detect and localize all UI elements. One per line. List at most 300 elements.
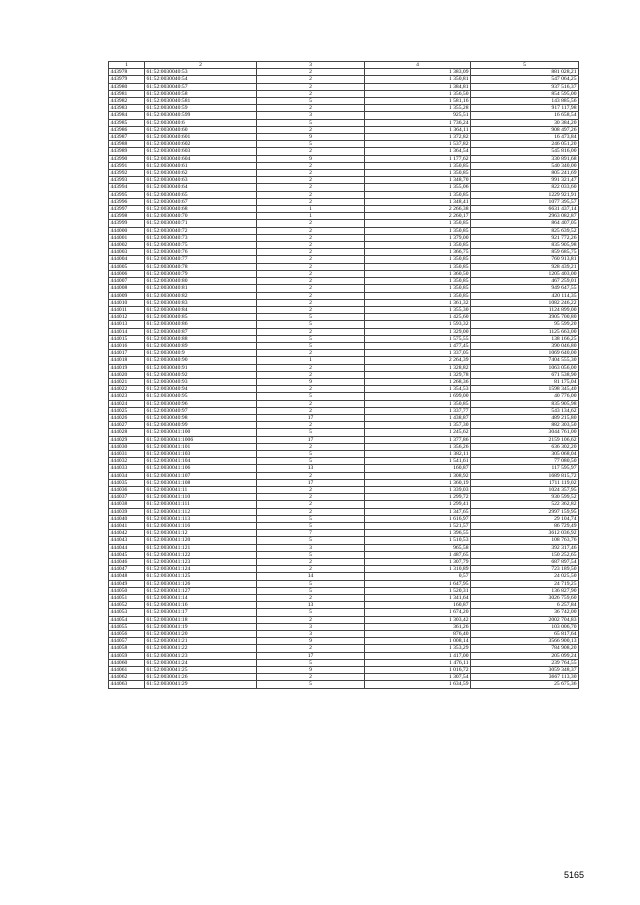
row-number-cell: 444037 (109, 494, 145, 501)
cadastral-value-cell: 522 362,82 (471, 501, 579, 508)
table-header (109, 62, 579, 69)
table-row (109, 234, 579, 241)
cadastral-value-cell: 723 189,50 (471, 566, 579, 573)
cadastral-value-cell: 1711 119,02 (471, 479, 579, 486)
row-number-cell: 444005 (109, 263, 145, 270)
cadastral-value-cell: 937 516,37 (471, 83, 579, 90)
table-body (109, 69, 579, 688)
page-number: 5165 (563, 870, 584, 880)
cadastral-value-cell: 949 647,55 (471, 285, 579, 292)
specific-value-cell: 876,40 (365, 631, 471, 638)
specific-value-cell: 1 350,85 (365, 220, 471, 227)
type-code-cell: 5 (257, 141, 365, 148)
cadastral-value-cell: 305 068,04 (471, 450, 579, 457)
cadastral-number-cell: 61:52:0030041:101 (145, 443, 257, 450)
row-number-cell: 443991 (109, 162, 145, 169)
cadastral-value-cell: 1689 815,72 (471, 472, 579, 479)
cadastral-value-cell: 420 114,35 (471, 292, 579, 299)
type-code-cell: 2 (257, 170, 365, 177)
cadastral-value-cell: 854 595,00 (471, 90, 579, 97)
specific-value-cell: 1 350,81 (365, 76, 471, 83)
type-code-cell: 2 (257, 422, 365, 429)
table-row (109, 659, 579, 666)
cadastral-number-cell: 61:52:0030041:116 (145, 523, 257, 530)
cadastral-number-cell: 61:52:0030041:16 (145, 602, 257, 609)
cadastral-value-cell: 2963 082,87 (471, 213, 579, 220)
table-row (109, 587, 579, 594)
row-number-cell: 444000 (109, 227, 145, 234)
type-code-cell: 2 (257, 256, 365, 263)
table-row (109, 638, 579, 645)
row-number-cell: 444035 (109, 479, 145, 486)
cadastral-value-cell: 29 104,74 (471, 515, 579, 522)
specific-value-cell: 1 008,14 (365, 638, 471, 645)
table-row (109, 83, 579, 90)
row-number-cell: 443989 (109, 148, 145, 155)
row-number-cell: 444038 (109, 501, 145, 508)
cadastral-value-cell: 2997 159,95 (471, 508, 579, 515)
type-code-cell: 2 (257, 595, 365, 602)
table-row (109, 414, 579, 421)
row-number-cell: 444021 (109, 378, 145, 385)
specific-value-cell: 1 384,81 (365, 83, 471, 90)
row-number-cell: 444017 (109, 350, 145, 357)
table-row (109, 566, 579, 573)
row-number-cell: 444031 (109, 450, 145, 457)
specific-value-cell: 1 303,42 (365, 616, 471, 623)
table-row (109, 580, 579, 587)
table-row (109, 76, 579, 83)
specific-value-cell: 1 674,20 (365, 609, 471, 616)
table-row (109, 112, 579, 119)
cadastral-number-cell: 61:52:0030041:19 (145, 623, 257, 630)
cadastral-number-cell: 61:52:0030040:89 (145, 342, 257, 349)
table-row (109, 206, 579, 213)
cadastral-number-cell: 61:52:0030040:92 (145, 371, 257, 378)
row-number-cell: 444002 (109, 242, 145, 249)
specific-value-cell: 1 016,72 (365, 667, 471, 674)
cadastral-number-cell: 61:52:0030040:62 (145, 170, 257, 177)
cadastral-value-cell: 138 166,25 (471, 335, 579, 342)
cadastral-number-cell: 61:52:0030041:125 (145, 573, 257, 580)
table-row (109, 501, 579, 508)
table-row (109, 429, 579, 436)
specific-value-cell: 1 510,53 (365, 537, 471, 544)
table-row (109, 350, 579, 357)
type-code-cell: 2 (257, 177, 365, 184)
cadastral-number-cell: 61:52:0030040:602 (145, 141, 257, 148)
specific-value-cell: 160,87 (365, 465, 471, 472)
specific-value-cell: 1 616,97 (365, 515, 471, 522)
row-number-cell: 443988 (109, 141, 145, 148)
header-row (109, 62, 579, 69)
table-row (109, 177, 579, 184)
cadastral-number-cell: 61:52:0030041:25 (145, 667, 257, 674)
specific-value-cell: 1 647,95 (365, 580, 471, 587)
row-number-cell: 444042 (109, 530, 145, 537)
cadastral-value-cell: 36 742,00 (471, 609, 579, 616)
cadastral-number-cell: 61:52:0030041:11 (145, 486, 257, 493)
type-code-cell: 5 (257, 119, 365, 126)
specific-value-cell: 1 347,65 (365, 508, 471, 515)
type-code-cell: 17 (257, 479, 365, 486)
type-code-cell: 2 (257, 83, 365, 90)
cadastral-value-cell: 25 675,36 (471, 681, 579, 688)
cadastral-value-cell: 108 763,76 (471, 537, 579, 544)
specific-value-cell: 1 487,65 (365, 551, 471, 558)
table-row (109, 321, 579, 328)
type-code-cell: 5 (257, 314, 365, 321)
row-number-cell: 443998 (109, 213, 145, 220)
table-row (109, 170, 579, 177)
specific-value-cell: 1 299,72 (365, 494, 471, 501)
type-code-cell: 9 (257, 378, 365, 385)
column-header-3: 3 (257, 62, 365, 69)
specific-value-cell: 2 266,38 (365, 206, 471, 213)
cadastral-number-cell: 61:52:0030041:104 (145, 458, 257, 465)
row-number-cell: 443993 (109, 177, 145, 184)
table-row (109, 328, 579, 335)
type-code-cell: 17 (257, 652, 365, 659)
specific-value-cell: 1 361,32 (365, 299, 471, 306)
type-code-cell: 2 (257, 559, 365, 566)
cadastral-value-cell: 77 080,50 (471, 458, 579, 465)
cadastral-number-cell: 61:52:0030040:67 (145, 198, 257, 205)
cadastral-value-cell: 3026 759,60 (471, 595, 579, 602)
row-number-cell: 444053 (109, 609, 145, 616)
type-code-cell: 2 (257, 306, 365, 313)
cadastral-number-cell: 61:52:0030040:581 (145, 98, 257, 105)
row-number-cell: 444047 (109, 566, 145, 573)
cadastral-value-cell: 40 776,00 (471, 393, 579, 400)
table-row (109, 407, 579, 414)
cadastral-number-cell: 61:52:0030040:6 (145, 119, 257, 126)
cadastral-value-cell: 65 817,64 (471, 631, 579, 638)
specific-value-cell: 1 354,53 (365, 386, 471, 393)
specific-value-cell: 1 350,85 (365, 162, 471, 169)
type-code-cell: 5 (257, 537, 365, 544)
cadastral-value-cell: 95 599,20 (471, 321, 579, 328)
type-code-cell: 5 (257, 609, 365, 616)
table-row (109, 184, 579, 191)
row-number-cell: 444050 (109, 587, 145, 594)
type-code-cell: 1 (257, 206, 365, 213)
cadastral-value-cell: 881 028,21 (471, 69, 579, 76)
cadastral-number-cell: 61:52:0030041:23 (145, 652, 257, 659)
row-number-cell: 444011 (109, 306, 145, 313)
cadastral-value-cell: 3612 036,92 (471, 530, 579, 537)
type-code-cell: 2 (257, 227, 365, 234)
specific-value-cell: 1 581,16 (365, 98, 471, 105)
specific-value-cell: 1 575,55 (365, 335, 471, 342)
type-code-cell: 5 (257, 335, 365, 342)
cadastral-value-cell: 136 827,90 (471, 587, 579, 594)
type-code-cell: 2 (257, 249, 365, 256)
cadastral-value-cell: 822 033,60 (471, 184, 579, 191)
row-number-cell: 443990 (109, 155, 145, 162)
table-row (109, 523, 579, 530)
table-row (109, 227, 579, 234)
cadastral-number-cell: 61:52:0030040:78 (145, 263, 257, 270)
specific-value-cell: 1 339,03 (365, 486, 471, 493)
cadastral-value-cell: 1082 246,22 (471, 299, 579, 306)
cadastral-number-cell: 61:52:0030040:86 (145, 321, 257, 328)
specific-value-cell: 1 356,50 (365, 90, 471, 97)
row-number-cell: 444034 (109, 472, 145, 479)
type-code-cell: 5 (257, 98, 365, 105)
specific-value-cell: 1 245,62 (365, 429, 471, 436)
type-code-cell: 2 (257, 191, 365, 198)
row-number-cell: 444058 (109, 645, 145, 652)
type-code-cell: 13 (257, 465, 365, 472)
cadastral-number-cell: 61:52:0030040:98 (145, 414, 257, 421)
specific-value-cell: 1 356,26 (365, 443, 471, 450)
specific-value-cell: 1 350,85 (365, 191, 471, 198)
row-number-cell: 444041 (109, 523, 145, 530)
specific-value-cell: 1 521,57 (365, 523, 471, 530)
table-row (109, 616, 579, 623)
table-row (109, 105, 579, 112)
cadastral-value-cell: 1598 345,40 (471, 386, 579, 393)
row-number-cell: 444023 (109, 393, 145, 400)
type-code-cell: 7 (257, 530, 365, 537)
table-row (109, 494, 579, 501)
cadastral-value-cell: 2159 106,62 (471, 436, 579, 443)
row-number-cell: 444032 (109, 458, 145, 465)
cadastral-number-cell: 61:52:0030040:91 (145, 364, 257, 371)
row-number-cell: 444045 (109, 551, 145, 558)
type-code-cell: 2 (257, 90, 365, 97)
table-row (109, 314, 579, 321)
table-row (109, 573, 579, 580)
cadastral-number-cell: 61:52:0030040:99 (145, 422, 257, 429)
type-code-cell: 2 (257, 674, 365, 681)
row-number-cell: 443999 (109, 220, 145, 227)
cadastral-value-cell: 86 729,49 (471, 523, 579, 530)
table-row (109, 242, 579, 249)
cadastral-value-cell: 103 006,70 (471, 623, 579, 630)
specific-value-cell: 361,26 (365, 623, 471, 630)
cadastral-value-cell: 859 685,75 (471, 249, 579, 256)
type-code-cell: 2 (257, 443, 365, 450)
table-row (109, 378, 579, 385)
cadastral-value-cell: 6631 437,14 (471, 206, 579, 213)
type-code-cell: 2 (257, 501, 365, 508)
type-code-cell: 2 (257, 486, 365, 493)
row-number-cell: 444028 (109, 429, 145, 436)
type-code-cell: 2 (257, 386, 365, 393)
type-code-cell: 5 (257, 342, 365, 349)
cadastral-number-cell: 61:52:0030040:59 (145, 105, 257, 112)
specific-value-cell: 1 383,09 (365, 69, 471, 76)
type-code-cell: 2 (257, 494, 365, 501)
specific-value-cell: 1 425,60 (365, 314, 471, 321)
type-code-cell: 1 (257, 357, 365, 364)
specific-value-cell: 1 372,82 (365, 134, 471, 141)
cadastral-number-cell: 61:52:0030040:79 (145, 270, 257, 277)
type-code-cell: 17 (257, 436, 365, 443)
type-code-cell: 5 (257, 659, 365, 666)
type-code-cell: 5 (257, 681, 365, 688)
specific-value-cell: 1 699,00 (365, 393, 471, 400)
table-row (109, 537, 579, 544)
type-code-cell: 2 (257, 263, 365, 270)
table-row (109, 645, 579, 652)
cadastral-value-cell: 3566 900,13 (471, 638, 579, 645)
specific-value-cell: 1 396,55 (365, 530, 471, 537)
row-number-cell: 444020 (109, 371, 145, 378)
table-row (109, 278, 579, 285)
table-row (109, 299, 579, 306)
type-code-cell: 9 (257, 638, 365, 645)
table-row (109, 342, 579, 349)
cadastral-number-cell: 61:52:0030041:14 (145, 595, 257, 602)
cadastral-value-cell: 7404 555,30 (471, 357, 579, 364)
table-row (109, 631, 579, 638)
specific-value-cell: 1 350,85 (365, 256, 471, 263)
type-code-cell: 2 (257, 270, 365, 277)
table-row (109, 559, 579, 566)
table-row (109, 530, 579, 537)
row-number-cell: 443992 (109, 170, 145, 177)
row-number-cell: 443997 (109, 206, 145, 213)
cadastral-number-cell: 61:52:0030040:53 (145, 69, 257, 76)
type-code-cell: 2 (257, 508, 365, 515)
cadastral-number-cell: 61:52:0030041:121 (145, 544, 257, 551)
specific-value-cell: 1 438,87 (365, 414, 471, 421)
table-row (109, 400, 579, 407)
cadastral-number-cell: 61:52:0030040:604 (145, 155, 257, 162)
row-number-cell: 444003 (109, 249, 145, 256)
cadastral-value-cell: 908 497,26 (471, 126, 579, 133)
cadastral-number-cell: 61:52:0030041:26 (145, 674, 257, 681)
specific-value-cell: 1 268,36 (365, 378, 471, 385)
row-number-cell: 444048 (109, 573, 145, 580)
type-code-cell: 5 (257, 580, 365, 587)
cadastral-value-cell: 917 117,98 (471, 105, 579, 112)
type-code-cell: 2 (257, 242, 365, 249)
cadastral-number-cell: 61:52:0030040:87 (145, 328, 257, 335)
table-row (109, 623, 579, 630)
cadastral-number-cell: 61:52:0030041:29 (145, 681, 257, 688)
specific-value-cell: 1 537,82 (365, 141, 471, 148)
specific-value-cell: 1 379,00 (365, 234, 471, 241)
table-row (109, 69, 579, 76)
cadastral-number-cell: 61:52:0030041:113 (145, 515, 257, 522)
row-number-cell: 444046 (109, 559, 145, 566)
row-number-cell: 444040 (109, 515, 145, 522)
table-row (109, 213, 579, 220)
specific-value-cell: 1 360,50 (365, 270, 471, 277)
cadastral-value-cell: 687 897,54 (471, 559, 579, 566)
type-code-cell: 1 (257, 213, 365, 220)
table-row (109, 595, 579, 602)
table-row (109, 472, 579, 479)
row-number-cell: 444044 (109, 544, 145, 551)
cadastral-value-cell: 489 215,80 (471, 414, 579, 421)
table-row (109, 263, 579, 270)
cadastral-value-cell: 24 719,25 (471, 580, 579, 587)
cadastral-number-cell: 61:52:0030040:64 (145, 184, 257, 191)
cadastral-value-cell: 1069 640,00 (471, 350, 579, 357)
cadastral-value-cell: 784 908,20 (471, 645, 579, 652)
row-number-cell: 443979 (109, 76, 145, 83)
table-row (109, 141, 579, 148)
type-code-cell: 9 (257, 667, 365, 674)
table-row (109, 90, 579, 97)
row-number-cell: 444018 (109, 357, 145, 364)
cadastral-number-cell: 61:52:0030041:107 (145, 472, 257, 479)
cadastral-number-cell: 61:52:0030040:82 (145, 292, 257, 299)
specific-value-cell: 1 348,41 (365, 198, 471, 205)
table-row (109, 393, 579, 400)
row-number-cell: 444059 (109, 652, 145, 659)
table-row (109, 270, 579, 277)
specific-value-cell: 1 353,29 (365, 645, 471, 652)
specific-value-cell: 1 360,19 (365, 479, 471, 486)
table-row (109, 602, 579, 609)
cadastral-value-cell: 205 099,24 (471, 652, 579, 659)
cadastral-value-cell: 1125 663,00 (471, 328, 579, 335)
table-row (109, 364, 579, 371)
table-row (109, 458, 579, 465)
type-code-cell: 2 (257, 76, 365, 83)
cadastral-number-cell: 61:52:0030040:96 (145, 400, 257, 407)
cadastral-number-cell: 61:52:0030040:9 (145, 350, 257, 357)
table-row (109, 119, 579, 126)
specific-value-cell: 1 310,89 (365, 566, 471, 573)
type-code-cell: 2 (257, 184, 365, 191)
specific-value-cell: 925,51 (365, 112, 471, 119)
type-code-cell: 2 (257, 400, 365, 407)
row-number-cell: 444004 (109, 256, 145, 263)
cadastral-number-cell: 61:52:0030040:60 (145, 126, 257, 133)
row-number-cell: 444022 (109, 386, 145, 393)
cadastral-number-cell: 61:52:0030040:57 (145, 83, 257, 90)
cadastral-number-cell: 61:52:0030040:68 (145, 206, 257, 213)
specific-value-cell: 1 307,54 (365, 674, 471, 681)
row-number-cell: 444010 (109, 299, 145, 306)
specific-value-cell: 1 328,82 (365, 364, 471, 371)
cadastral-number-cell: 61:52:0030040:93 (145, 378, 257, 385)
table-row (109, 148, 579, 155)
table-row (109, 551, 579, 558)
cadastral-value-cell: 991 321,47 (471, 177, 579, 184)
row-number-cell: 444033 (109, 465, 145, 472)
cadastral-number-cell: 61:52:0030041:1006 (145, 436, 257, 443)
cadastral-value-cell: 1063 056,00 (471, 364, 579, 371)
type-code-cell: 2 (257, 407, 365, 414)
cadastral-number-cell: 61:52:0030041:122 (145, 551, 257, 558)
row-number-cell: 443985 (109, 119, 145, 126)
cadastral-number-cell: 61:52:0030040:77 (145, 256, 257, 263)
type-code-cell: 9 (257, 134, 365, 141)
cadastral-value-cell: 930 599,52 (471, 494, 579, 501)
cadastral-value-cell: 3905 700,80 (471, 314, 579, 321)
row-number-cell: 443978 (109, 69, 145, 76)
row-number-cell: 443983 (109, 105, 145, 112)
cadastral-value-cell: 3059 348,37 (471, 667, 579, 674)
specific-value-cell: 1 350,85 (365, 263, 471, 270)
specific-value-cell: 1 337,05 (365, 350, 471, 357)
type-code-cell: 2 (257, 105, 365, 112)
type-code-cell: 2 (257, 69, 365, 76)
cadastral-number-cell: 61:52:0030041:18 (145, 616, 257, 623)
cadastral-value-cell: 864 407,05 (471, 220, 579, 227)
row-number-cell: 444015 (109, 335, 145, 342)
specific-value-cell: 1 329,78 (365, 371, 471, 378)
specific-value-cell: 2 264,39 (365, 357, 471, 364)
